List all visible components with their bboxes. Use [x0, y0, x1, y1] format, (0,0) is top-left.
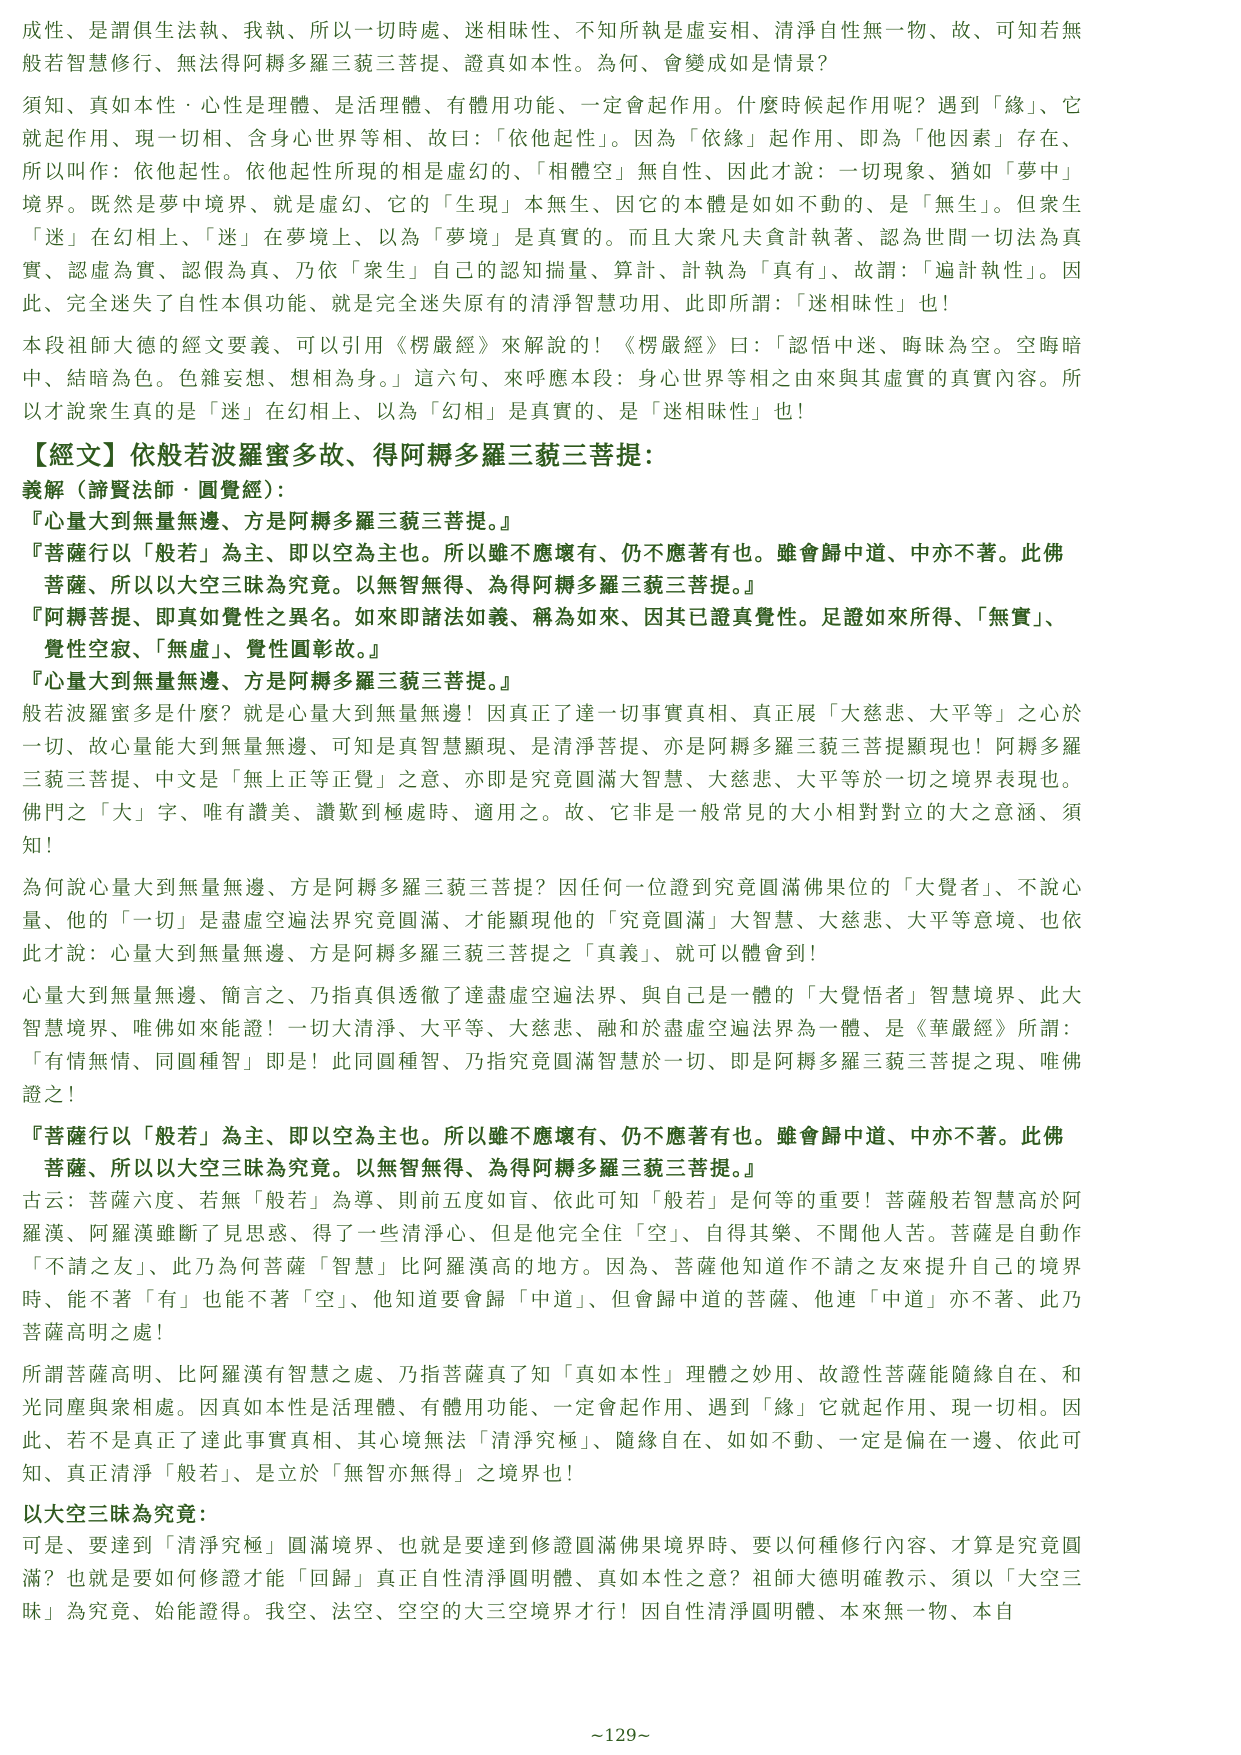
- paragraph: 本段祖師大德的經文要義、可以引用《楞嚴經》來解說的！《楞嚴經》曰：「認悟中迷、晦昧為空。空晦暗中、結暗為色。色雜妄想、想相為身。」這六句、來呼應本段：身心世界等相之由來與其虛實的真實內容。所以才說衆生真的是「迷」在幻相上、以為「幻相」是真實的、是「迷相昧性」也！: [22, 334, 1084, 423]
- paragraph: 所謂菩薩高明、比阿羅漢有智慧之處、乃指菩薩真了知「真如本性」理體之妙用、故證性菩薩能隨緣自在、和光同塵與衆相處。因真如本性是活理體、有體用功能、一定會起作用、遇到「緣」它就起作用、現一切相。因此、若不是真正了達此事實真相、其心境無法「清淨究極」、隨緣自在、如如不動、一定是偏在一邊、依此可知、真正清淨「般若」、是立於「無智亦無得」之境界也！: [22, 1363, 1084, 1485]
- paragraph: 古云：菩薩六度、若無「般若」為導、則前五度如盲、依此可知「般若」是何等的重要！菩薩般若智慧高於阿羅漢、阿羅漢雖斷了見思惑、得了一些清淨心、但是他完全住「空」、自得其樂、不聞他人苦。菩薩是自動作「不請之友」、此乃為何菩薩「智慧」比阿羅漢高的地方。因為、菩薩他知道作不請之友來提升自己的境界時、能不著「有」也能不著「空」、他知道要會歸「中道」、但會歸中道的菩薩、他連「中道」亦不著、此乃菩薩高明之處！: [22, 1189, 1084, 1344]
- quote: 『心量大到無量無邊、方是阿耨多羅三藐三菩提。』: [22, 509, 523, 533]
- commentary-label: 義解（諦賢法師‧圓覺經）：: [22, 478, 298, 502]
- quote: 『阿耨菩提、即真如覺性之異名。如來即諸法如義、稱為如來、因其已證真覺性。足證如來所得、「無實」、覺性空寂、「無虛」、覺性圓彰故。』: [22, 605, 1068, 661]
- section-label: 以大空三昧為究竟：: [22, 1502, 220, 1526]
- quote: 『心量大到無量無邊、方是阿耨多羅三藐三菩提。』: [22, 669, 523, 693]
- quote: 『菩薩行以「般若」為主、即以空為主也。所以雖不應壞有、仍不應著有也。雖會歸中道、中亦不著。此佛菩薩、所以以大空三昧為究竟。以無智無得、為得阿耨多羅三藐三菩提。』: [22, 541, 1066, 597]
- paragraph: 可是、要達到「清淨究極」圓滿境界、也就是要達到修證圓滿佛果境界時、要以何種修行內容、才算是究竟圓滿？也就是要如何修證才能「回歸」真正自性清淨圓明體、真如本性之意？祖師大德明確教示、須以「大空三昧」為究竟、始能證得。我空、法空、空空的大三空境界才行！因自性清淨圓明體、本來無一物、本自: [22, 1534, 1084, 1623]
- page-number: ~129~: [590, 1726, 651, 1746]
- paragraph: 成性、是謂俱生法執、我執、所以一切時處、迷相昧性、不知所執是虛妄相、清淨自性無一物、故、可知若無般若智慧修行、無法得阿耨多羅三藐三菩提、證真如本性。為何、會變成如是情景？: [22, 19, 1084, 75]
- quote-bodhisattva: 『菩薩行以「般若」為主、即以空為主也。所以雖不應壞有、仍不應著有也。雖會歸中道、中亦不著。此佛菩薩、所以以大空三昧為究竟。以無智無得、為得阿耨多羅三藐三菩提。』: [22, 1124, 1066, 1180]
- document-page: [22, 14, 1084, 1637]
- paragraph: 心量大到無量無邊、簡言之、乃指真俱透徹了達盡虛空遍法界、與自己是一體的「大覺悟者」智慧境界、此大智慧境界、唯佛如來能證！一切大清淨、大平等、大慈悲、融和於盡虛空遍法界為一體、是《華嚴經》所謂：「有情無情、同圓種智」即是！此同圓種智、乃指究竟圓滿智慧於一切、即是阿耨多羅三藐三菩提之現、唯佛證之！: [22, 984, 1084, 1106]
- paragraph: 為何說心量大到無量無邊、方是阿耨多羅三藐三菩提？因任何一位證到究竟圓滿佛果位的「大覺者」、不說心量、他的「一切」是盡虛空遍法界究竟圓滿、才能顯現他的「究竟圓滿」大智慧、大慈悲、大平等意境、也依此才說：心量大到無量無邊、方是阿耨多羅三藐三菩提之「真義」、就可以體會到！: [22, 876, 1084, 965]
- paragraph: 須知、真如本性‧心性是理體、是活理體、有體用功能、一定會起作用。什麼時候起作用呢？遇到「緣」、它就起作用、現一切相、含身心世界等相、故曰：「依他起性」。因為「依緣」起作用、即為「他因素」存在、所以叫作：依他起性。依他起性所現的相是虛幻的、「相體空」無自性、因此才說：一切現象、猶如「夢中」境界。既然是夢中境界、就是虛幻、它的「生現」本無生、因它的本體是如如不動的、是「無生」。但衆生「迷」在幻相上、「迷」在夢境上、以為「夢境」是真實的。而且大衆凡夫貪計執著、認為世間一切法為真實、認虛為實、認假為真、乃依「衆生」自己的認知揣量、算計、計執為「真有」、故謂：「遍計執性」。因此、完全迷失了自性本俱功能、就是完全迷失原有的清淨智慧功用、此即所謂：「迷相昧性」也！: [22, 94, 1084, 315]
- paragraph: 般若波羅蜜多是什麼？就是心量大到無量無邊！因真正了達一切事實真相、真正展「大慈悲、大平等」之心於一切、故心量能大到無量無邊、可知是真智慧顯現、是清淨菩提、亦是阿耨多羅三藐三菩提顯現也！阿耨多羅三藐三菩提、中文是「無上正等正覺」之意、亦即是究竟圓滿大智慧、大慈悲、大平等於一切之境界表現也。佛門之「大」字、唯有讚美、讚歎到極處時、適用之。故、它非是一般常見的大小相對對立的大之意涵、須知！: [22, 702, 1084, 857]
- sutra-heading: 【經文】依般若波羅蜜多故、得阿耨多羅三藐三菩提：: [22, 441, 671, 470]
